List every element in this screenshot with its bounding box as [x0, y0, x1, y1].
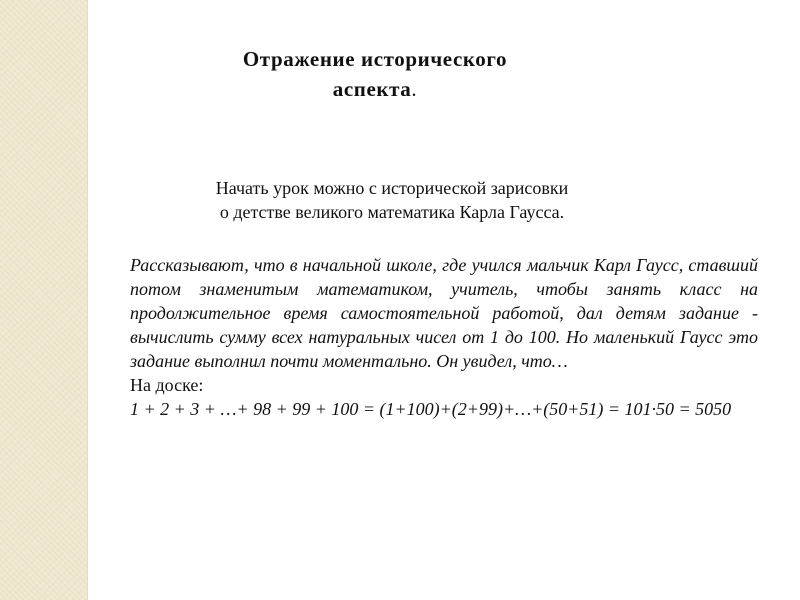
title-line-1: Отражение исторического — [242, 47, 508, 71]
gauss-formula: 1 + 2 + 3 + …+ 98 + 99 + 100 = (1+100)+(2+99)+…+(50+51) = 101·50 = 5050 — [130, 399, 732, 419]
story-block — [130, 253, 758, 421]
intro-line-1: Начать урок можно с исторической зарисовки — [215, 178, 569, 198]
board-label: На доске: — [130, 375, 204, 395]
title-line-2 — [200, 74, 550, 104]
decorative-side-band — [0, 0, 88, 600]
slide-title — [200, 44, 550, 104]
story-paragraph: Рассказывают, что в начальной школе, где учился мальчик Карл Гаусс, ставший потом знаменитым математиком, учитель, чтобы занять класс на продолжительное время самостоятельной работой, дал детям задание - вычислить сумму всех натуральных чисел от 1 до 100. Но маленький Гаусс это задание выполнил почти моментально. Он увидел, что… — [130, 255, 758, 371]
title-dot: . — [411, 77, 418, 101]
intro-text — [162, 176, 622, 224]
intro-line-2: о детстве великого математика Карла Гаусса. — [219, 202, 565, 222]
title-line-2-text: аспекта — [332, 77, 412, 101]
